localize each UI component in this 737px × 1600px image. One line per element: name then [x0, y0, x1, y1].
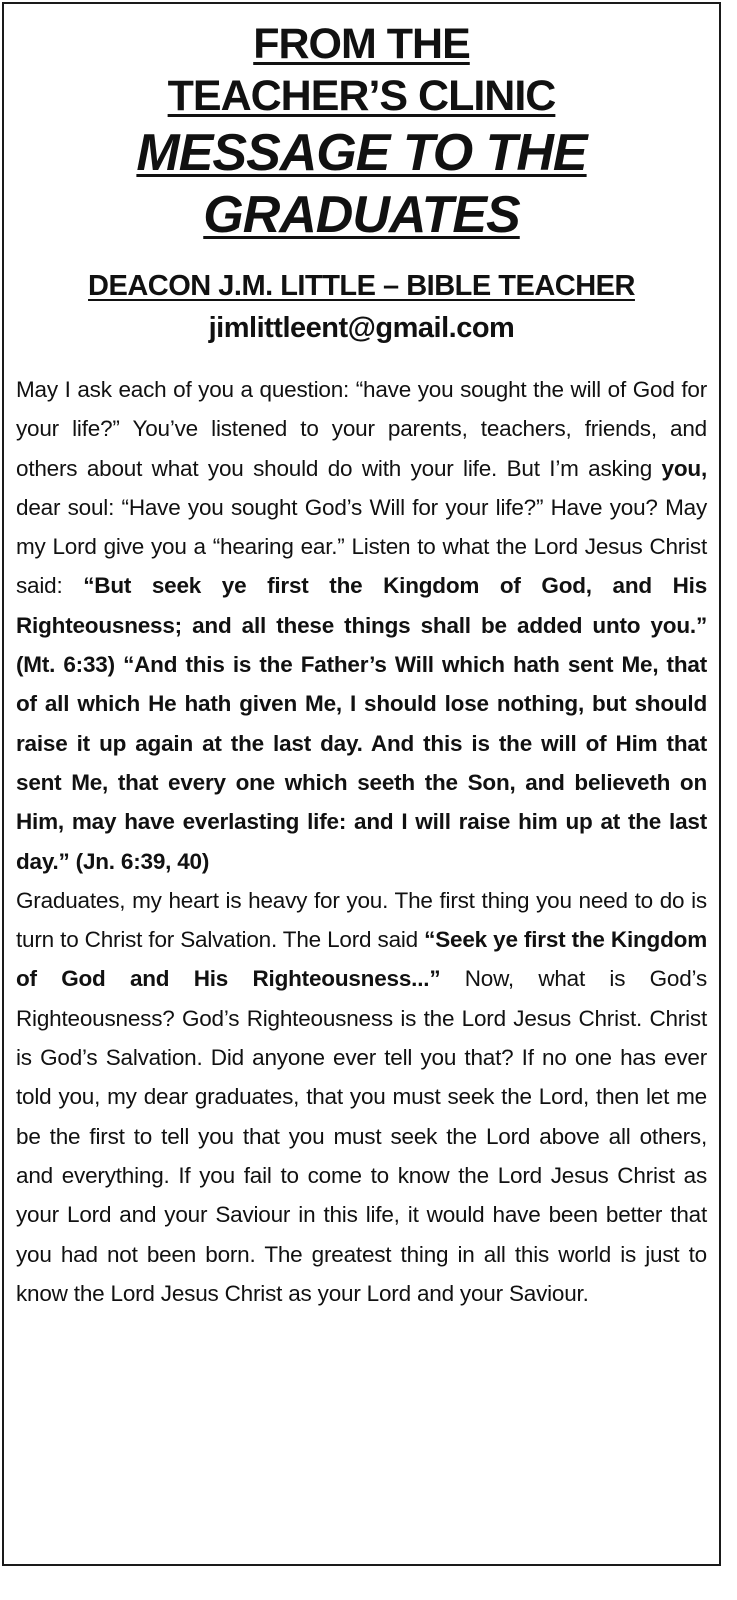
article-header [4, 4, 719, 346]
headline-line-2: GRADUATES [203, 186, 520, 244]
paragraph-2-text-b: Now, what is God’s Righteousness? God’s Righteousness is the Lord Jesus Christ. Christ is God’s Salvation. Did anyone ever tell you that? If no one has ever told you, my dear graduates, that you must seek the Lord, then let me be the first to tell you that you must seek the Lord above all others, and everything. If you fail to come to know the Lord Jesus Christ as your Lord and your Saviour in this life, it would have been better that you had not been born. The greatest thing in all this world is just to know the Lord Jesus Christ as your Lord and your Saviour. [16, 966, 707, 1306]
author-byline: DEACON J.M. LITTLE – BIBLE TEACHER [88, 270, 635, 302]
column-title-line-1: FROM THE [253, 20, 470, 68]
author-email: jimlittleent@gmail.com [208, 312, 515, 344]
headline [4, 122, 719, 246]
paragraph-1 [16, 370, 707, 881]
headline-line-1: MESSAGE TO THE [136, 124, 587, 182]
article-frame [2, 2, 721, 1566]
paragraph-1-bold-you: you, [661, 455, 707, 481]
column-title [4, 18, 719, 122]
paragraph-1-text-a: May I ask each of you a question: “have you sought the will of God for your life?” You’ve listened to your parents, teachers, friends, and others about what you should do with your life. But I’m asking [16, 377, 707, 481]
paragraph-1-scripture-quote: “But seek ye first the Kingdom of God, and His Righteousness; and all these things shall be added unto you.” (Mt. 6:33) “And this is the Father’s Will which hath sent Me, that of all which He hath given Me, I should lose nothing, but should raise it up again at the last day. And this is the will of Him that sent Me, that every one which seeth the Son, and believeth on Him, may have everlasting life: and I will raise him up at the last day.” (Jn. 6:39, 40) [16, 573, 708, 874]
paragraph-2-scripture-quote: “Seek ye first the Kingdom of God and His Righteousness...” [16, 927, 707, 992]
paragraph-2-text-a: Graduates, my heart is heavy for you. The first thing you need to do is turn to Christ for Salvation. The Lord said [16, 887, 707, 953]
paragraph-2 [16, 881, 707, 1313]
column-title-line-2: TEACHER’S CLINIC [167, 72, 556, 120]
article-body [16, 370, 707, 1313]
paragraph-1-text-b: dear soul: “Have you sought God’s Will for your life?” Have you? May my Lord give you a “hearing ear.” Listen to what the Lord Jesus Christ said: [16, 494, 707, 599]
